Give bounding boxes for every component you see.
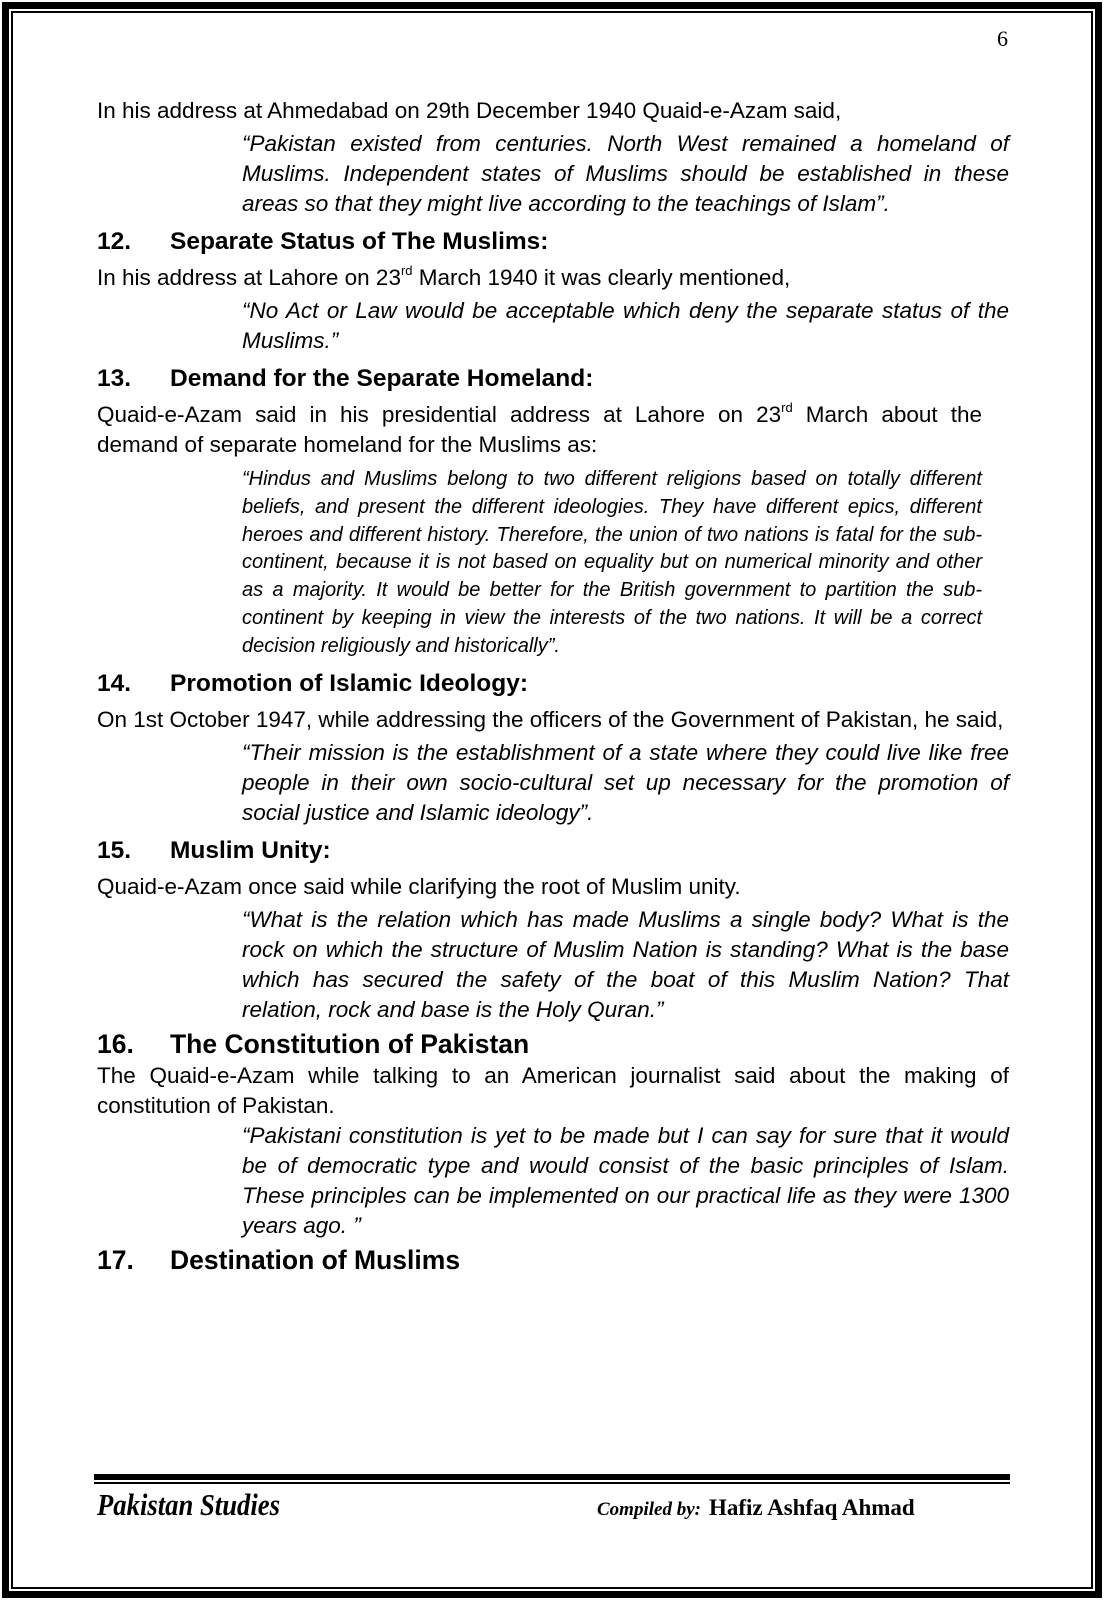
intro-quote: “Pakistan existed from centuries. North West remained a homeland of Muslims. Independent states of Muslims should be established in these areas so that they might live according to the teachings of Islam”. bbox=[242, 131, 1009, 216]
section-number: 17. bbox=[97, 1244, 134, 1275]
section-title: The Constitution of Pakistan bbox=[170, 1028, 530, 1059]
section-number: 12. bbox=[97, 228, 132, 255]
section-number: 15. bbox=[97, 836, 132, 864]
author-name: Hafiz Ashfaq Ahmad bbox=[708, 1495, 915, 1520]
section-13-heading bbox=[97, 364, 1009, 394]
text: March 1940 it was clearly mentioned, bbox=[412, 265, 791, 290]
compiled-by-label: Compiled by: bbox=[597, 1499, 701, 1520]
section-15-paragraph: Quaid-e-Azam once said while clarifying the root of Muslim unity. bbox=[97, 873, 741, 899]
section-title: Separate Status of The Muslims: bbox=[170, 228, 549, 255]
section-13-quote: “Hindus and Muslims belong to two different religions based on totally different beliefs, and present the different ideologies. They have different epics, different heroes and different history. Therefore, the union of two nations is fatal for the sub-continent, because it is not based on equality but on numerical minority and other as a majority. It would be better for the British government to partition the sub-continent by keeping in view the interests of the two nations. It will be a correct decision religiously and historically”. bbox=[242, 468, 982, 657]
text: March about the demand of separate homeland for the Muslims as: bbox=[97, 402, 982, 457]
section-16-paragraph: The Quaid-e-Azam while talking to an American journalist said about the making of constitution of Pakistan. bbox=[97, 1062, 1009, 1118]
section-number: 13. bbox=[97, 365, 132, 392]
section-title: Destination of Muslims bbox=[170, 1244, 461, 1275]
section-title: Demand for the Separate Homeland: bbox=[170, 365, 594, 392]
footer-credit bbox=[597, 1495, 915, 1521]
text: In his address at Lahore on 23 bbox=[97, 265, 401, 290]
footer-rule-thin bbox=[94, 1482, 1010, 1484]
section-16-heading bbox=[97, 1029, 1009, 1059]
section-15-quote: “What is the relation which has made Muslims a single body? What is the rock on which the structure of Muslim Nation is standing? What is the base which has secured the safety of the boat of this Muslim Nation? That relation, rock and base is the Holy Quran.” bbox=[242, 906, 1009, 1022]
section-12-heading bbox=[97, 227, 1009, 257]
text: Quaid-e-Azam said in his presidential address at Lahore on 23 bbox=[97, 402, 782, 427]
superscript: rd bbox=[400, 262, 413, 278]
section-14-quote: “Their mission is the establishment of a state where they could live like free people in their own socio-cultural set up necessary for the promotion of social justice and Islamic ideology”. bbox=[242, 739, 1009, 825]
section-14-paragraph: On 1st October 1947, while addressing the officers of the Government of Pakistan, he said, bbox=[97, 706, 1004, 732]
section-17-heading bbox=[97, 1245, 1009, 1275]
section-14-heading bbox=[97, 669, 1009, 699]
page-number: 6 bbox=[997, 26, 1008, 51]
footer-book-title: Pakistan Studies bbox=[97, 1487, 280, 1522]
section-number: 14. bbox=[97, 669, 132, 697]
section-12-quote: “No Act or Law would be acceptable which deny the separate status of the Muslims.” bbox=[242, 298, 1009, 353]
section-title: Muslim Unity: bbox=[170, 836, 331, 864]
intro-paragraph: In his address at Ahmedabad on 29th December 1940 Quaid-e-Azam said, bbox=[97, 98, 842, 123]
section-16-quote: “Pakistani constitution is yet to be made but I can say for sure that it would be of democratic type and would consist of the basic principles of Islam. These principles can be implemented on our practical life as they were 1300 years ago. ” bbox=[242, 1122, 1009, 1238]
section-15-heading bbox=[97, 836, 1009, 866]
section-title: Promotion of Islamic Ideology: bbox=[170, 669, 529, 697]
page-content bbox=[97, 96, 1009, 1277]
section-13-paragraph bbox=[97, 400, 982, 460]
superscript: rd bbox=[781, 399, 793, 415]
section-number: 16. bbox=[97, 1028, 134, 1059]
footer-rule-thick bbox=[94, 1474, 1010, 1480]
section-12-paragraph bbox=[97, 263, 1009, 293]
